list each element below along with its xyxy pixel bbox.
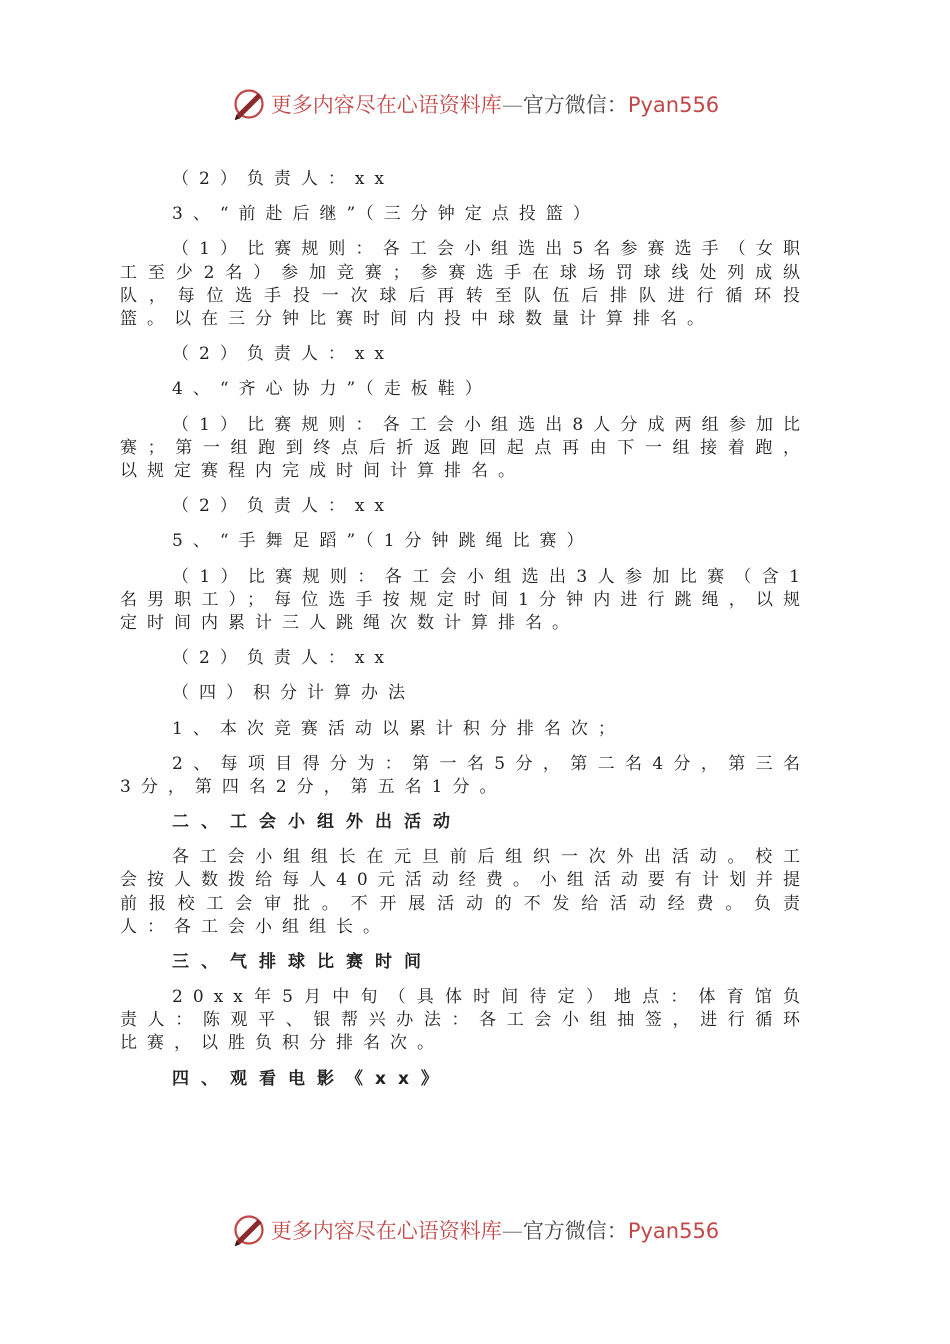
- pen-logo-icon: [231, 86, 267, 122]
- paragraph: 各工会小组组长在元旦前后组织一次外出活动。校工会按人数拨给每人40元活动经费。小组活动要有计划并提前报校工会审批。不开展活动的不发给活动经费。负责人：各工会小组组长。: [120, 847, 810, 937]
- paragraph: （1）比赛规则：各工会小组选出3人参加比赛（含1名男职工）；每位选手按规定时间1分钟内进行跳绳，以规定时间内累计三人跳绳次数计算排名。: [120, 566, 810, 634]
- paragraph: （四）积分计算办法: [172, 683, 415, 704]
- paragraph: （2）负责人：xx: [172, 496, 394, 517]
- paragraph: 1、本次竞赛活动以累计积分排名次；: [172, 718, 625, 739]
- section-heading: 三、气排球比赛时间: [172, 952, 433, 973]
- pen-logo-icon: [231, 1212, 267, 1248]
- watermark-footer: [0, 1208, 950, 1252]
- paragraph: （1）比赛规则：各工会小组选出5名参赛选手（女职工至少2名）参加竞赛；参赛选手在球场罚球线处列成纵队，每位选手投一次球后再转至队伍后排队进行循环投篮。以在三分钟比赛时间内投中球数量计算排名。: [120, 239, 810, 330]
- paragraph: （2）负责人：xx: [172, 344, 394, 365]
- watermark-text: 更多内容尽在心语资料库—官方微信：Pyan556: [270, 93, 720, 117]
- paragraph: 2、每项目得分为：第一名5分，第二名4分，第三名3分，第四名2分，第五名1分。: [120, 753, 810, 798]
- paragraph: （1）比赛规则：各工会小组选出8人分成两组参加比赛；第一组跑到终点后折返跑回起点再由下一组接着跑，以规定赛程内完成时间计算排名。: [120, 414, 810, 482]
- document-body: [120, 168, 810, 1103]
- paragraph: 3、“前赴后继”（三分钟定点投篮）: [172, 204, 600, 225]
- paragraph: （2）负责人：xx: [172, 648, 394, 669]
- section-heading: 四、观看电影《xx》: [172, 1068, 450, 1089]
- watermark-text: 更多内容尽在心语资料库—官方微信：Pyan556: [270, 1219, 720, 1243]
- paragraph: 5、“手舞足蹈”（1分钟跳绳比赛）: [172, 531, 594, 552]
- paragraph: 20xx年5月中旬（具体时间待定）地点：体育馆负责人：陈观平、银帮兴办法：各工会小组抽签，进行循环比赛，以胜负积分排名次。: [120, 987, 810, 1054]
- paragraph: （2）负责人：xx: [172, 169, 394, 189]
- paragraph: 4、“齐心协力”（走板鞋）: [172, 379, 492, 400]
- watermark-header: [0, 82, 950, 126]
- section-heading: 二、工会小组外出活动: [172, 812, 462, 833]
